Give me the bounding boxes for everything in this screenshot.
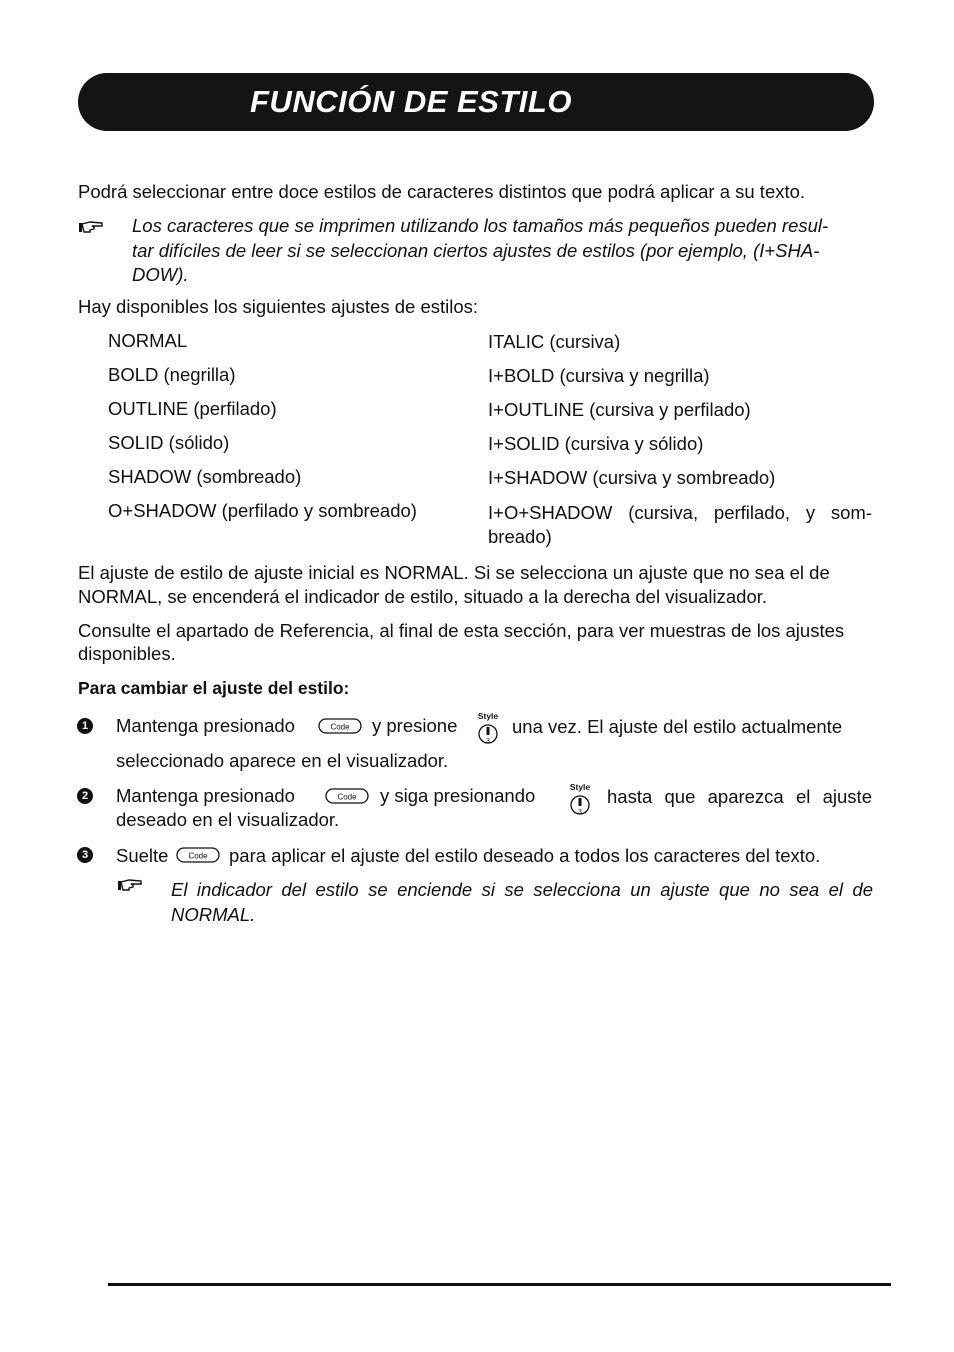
style-right-i-o-shadow-cont: breado) [488, 526, 552, 547]
footer-rule [108, 1283, 891, 1286]
style-right-i-bold: I+BOLD (cursiva y negrilla) [488, 365, 710, 386]
step-3-text-a: Suelte [116, 845, 169, 866]
pointing-hand-icon [78, 220, 104, 234]
step-1-text-b: y presione [372, 715, 458, 736]
style-left-shadow: SHADOW (sombreado) [108, 466, 302, 487]
step-2-number: 2 [77, 788, 93, 804]
step-2-text-a: Mantenga presionado [116, 785, 295, 806]
step-1-text-c: una vez. El ajuste del estilo actualmente [512, 716, 843, 737]
code-key-label: Code [330, 722, 350, 732]
step-3-text-b: para aplicar el ajuste del estilo deseado a todos los caracteres del texto. [229, 845, 821, 866]
step-2-text-b: y siga presionando [380, 785, 536, 806]
step-2-text-d: deseado en el visualizador. [116, 809, 340, 830]
style-key-label: Style [569, 782, 591, 792]
style-right-i-outline: I+OUTLINE (cursiva y perfilado) [488, 399, 751, 420]
style-right-italic: ITALIC (cursiva) [488, 331, 621, 352]
style-right-i-solid: I+SOLID (cursiva y sólido) [488, 433, 704, 454]
step-1-text-d: seleccionado aparece en el visualizador. [116, 750, 449, 771]
style-left-bold: BOLD (negrilla) [108, 364, 236, 385]
style-key-sub: 3 [578, 809, 582, 816]
available-heading: Hay disponibles los siguientes ajustes de estilos: [78, 296, 479, 317]
style-key-sub: 3 [486, 738, 490, 745]
code-key-label: Code [337, 792, 357, 802]
page-title: FUNCIÓN DE ESTILO [250, 84, 572, 119]
step-1-number: 1 [77, 718, 93, 734]
note1-line-1: Los caracteres que se imprimen utilizando los tamaños más pequeños pueden resul- [132, 215, 829, 236]
step-1-text-a: Mantenga presionado [116, 715, 295, 736]
reference-para-line-2: disponibles. [78, 643, 176, 664]
pointing-hand-icon [117, 878, 143, 892]
code-key-label: Code [188, 851, 208, 861]
code-key-icon [318, 718, 362, 734]
intro-paragraph: Podrá seleccionar entre doce estilos de caracteres distintos que podrá aplicar a su texto. [78, 181, 806, 202]
style-left-solid: SOLID (sólido) [108, 432, 230, 453]
style-left-normal: NORMAL [108, 330, 188, 351]
note2-line-1: El indicador del estilo se enciende si se selecciona un ajuste que no sea el de [171, 879, 873, 900]
initial-para-line-2: NORMAL, se encenderá el indicador de estilo, situado a la derecha del visualizador. [78, 586, 768, 607]
reference-para-line-1: Consulte el apartado de Referencia, al final de esta sección, para ver muestras de los ajustes [78, 620, 845, 641]
style-right-i-shadow: I+SHADOW (cursiva y sombreado) [488, 467, 776, 488]
code-key-icon [325, 788, 369, 804]
procedure-heading: Para cambiar el ajuste del estilo: [78, 678, 350, 698]
style-left-o-shadow: O+SHADOW (perfilado y sombreado) [108, 500, 417, 521]
style-left-outline: OUTLINE (perfilado) [108, 398, 277, 419]
style-key-icon [474, 710, 502, 746]
note1-line-3: DOW). [132, 264, 189, 285]
code-key-icon [176, 847, 220, 863]
note2-line-2: NORMAL. [171, 904, 256, 925]
style-key-label: Style [477, 711, 499, 721]
note1-line-2: tar difíciles de leer si se seleccionan ciertos ajustes de estilos (por ejemplo, (I+SHA- [132, 240, 820, 261]
style-right-i-o-shadow: I+O+SHADOW (cursiva, perfilado, y som- [488, 502, 872, 523]
step-3-number: 3 [77, 847, 93, 863]
initial-para-line-1: El ajuste de estilo de ajuste inicial es NORMAL. Si se selecciona un ajuste que no sea el de [78, 562, 830, 583]
style-key-icon [566, 781, 594, 817]
step-2-text-c: hasta que aparezca el ajuste [607, 786, 872, 807]
